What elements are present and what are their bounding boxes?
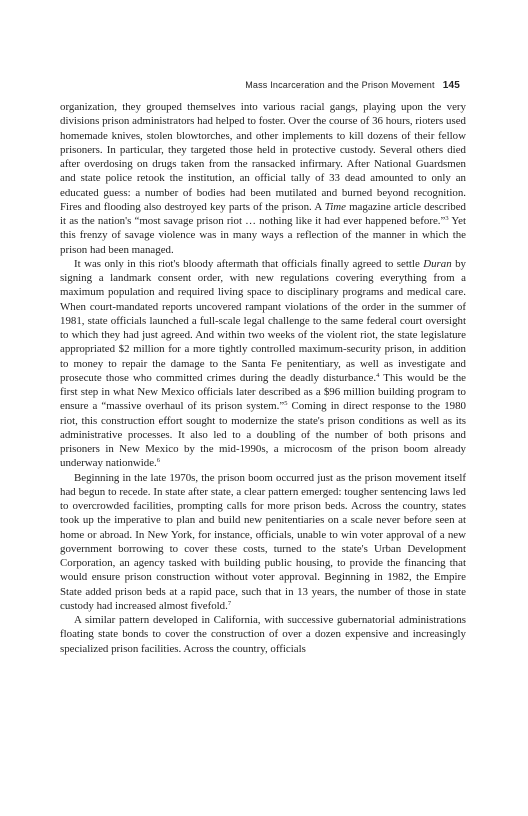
- paragraph-3: Beginning in the late 1970s, the prison boom occurred just as the prison movement itself had begun to recede. In state after state, a clear pattern emerged: tougher sentencing laws led to overcrowded facilities, prompting calls for more prison beds. Across the country, states took up the imperative to plan and build new penitentiaries on a scale never before seen at home or abroad. In New York, for instance, officials, unable to win voter approval of a new government borrowing to cover these costs, turned to the state's Urban Development Corporation, an agency tasked with building public housing, to provide the financing that would ensure prison construction without voter approval. Beginning in 1982, the Empire State added prison beds at a rapid pace, such that in 13 years, the number of those in state custody had increased almost fivefold.$^7$: [60, 471, 466, 612]
- footnote-ref: 6: [156, 457, 161, 465]
- footnote-ref: 7: [227, 599, 232, 607]
- body-text: [60, 100, 466, 656]
- footnote-ref: 4: [376, 371, 380, 379]
- paragraph-4: A similar pattern developed in California, with successive gubernatorial administrations floating state bonds to cover the construction of over a dozen expensive and increasingly specialized prison facilities. Across the country, officials: [60, 614, 466, 655]
- footnote-ref: 5: [284, 400, 288, 408]
- paragraph-1: organization, they grouped themselves into various racial gangs, playing upon the very divisions prison administrators had helped to foster. Over the course of 36 hours, rioters used homemade knives, stolen blowtorches, and other implements to kill dozens of their fellow prisoners. In particular, they targeted those held in protective custody. Several others died after overdosing on drugs taken from the ransacked infirmary. After National Guardsmen and state police retook the institution, an official tally of 33 dead amounted to only an educated guess: a number of bodies had been mutilated and burned beyond recognition. Fires and flooding also destroyed key parts of the prison. A Time magazine article described it as the nation's “most savage prison riot … nothing like it had ever happened before.”$^3$ Yet this frenzy of savage violence was in many ways a reflection of the manner in which the prison had been managed.: [60, 101, 467, 256]
- running-title: Mass Incarceration and the Prison Movement: [245, 80, 435, 90]
- paragraph-2: It was only in this riot's bloody aftermath that officials finally agreed to settle Duran by signing a landmark consent order, with new regulations covering everything from a maximum population and required living space to disciplinary programs and medical care. When court-mandated reports uncovered rampant violations of the order in the summer of 1981, state officials launched a full-scale legal challenge to the same federal court oversight to which they had just agreed. And within two weeks of the violent riot, the state legislature appropriated $2 million for a more tightly controlled maximum-security prison, in addition to money to repair the damage to the Santa Fe penitentiary, as well as investigate and prosecute those who committed crimes during the deadly disturbance.$^4$ This would be the first step in what New Mexico officials later described as a $96 million building program to ensure a “massive overhaul of its prison system.”$^5$ Coming in direct response to the 1980 riot, this construction effort sought to modernize the state's prison conditions as well as its administrative processes. It also led to a doubling of the number of both prisons and prisoners in New Mexico by the mid-1990s, a microcosm of the prison boom already underway nationwide.$^6$: [60, 257, 466, 470]
- running-header: [245, 80, 460, 91]
- footnote-ref: 3: [445, 215, 449, 222]
- page-number: 145: [442, 80, 460, 91]
